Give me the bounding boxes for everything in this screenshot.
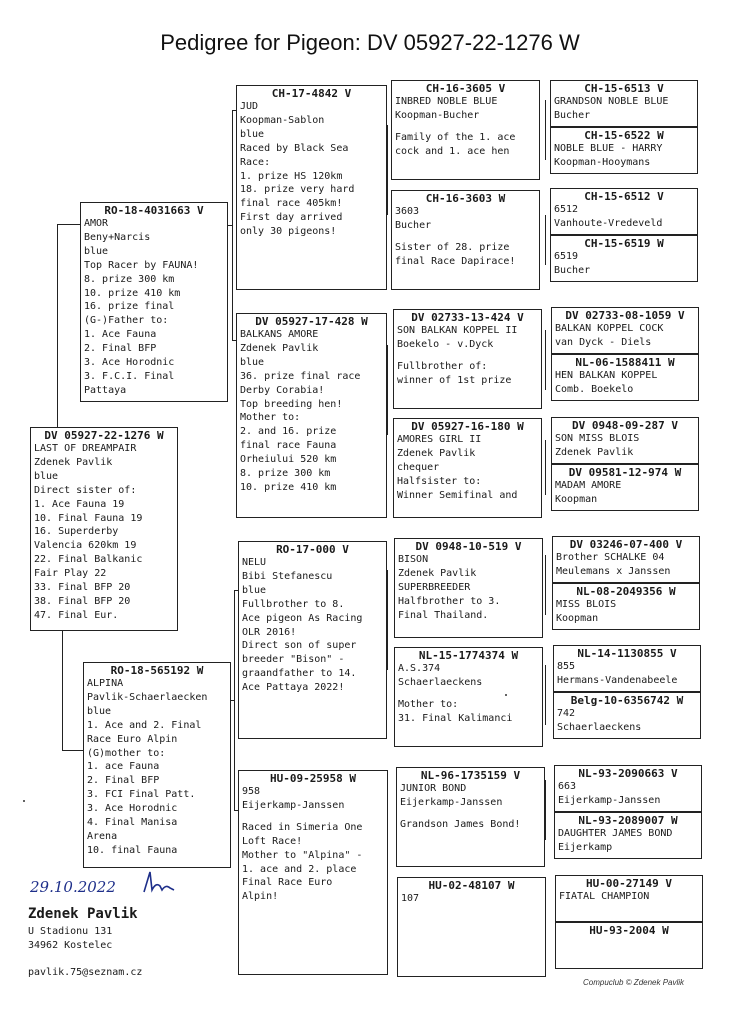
- pigeon-info-line: 107: [401, 893, 420, 904]
- pigeon-info-line: Meulemans x Janssen: [556, 565, 671, 577]
- pigeon-info-line: 3. F.C.I. Final: [84, 370, 175, 382]
- pigeon-info-line: 1. ace and 2. place: [242, 863, 357, 875]
- pigeon-info-line: Zdenek Pavlik: [397, 447, 476, 459]
- pigeon-info-line: 10. final Fauna: [87, 844, 178, 856]
- ring-number: CH-15-6513 V: [584, 82, 664, 95]
- owner-name: Zdenek Pavlik: [28, 906, 138, 922]
- pigeon-info-line: A.S.374: [398, 663, 441, 674]
- pedigree-box-g14: [554, 812, 702, 859]
- pedigree-box-sds: [393, 309, 542, 409]
- pigeon-info-line: Fullbrother to 8.: [242, 598, 345, 610]
- pigeon-info-line: [239, 813, 387, 821]
- pigeon-info-line: blue: [84, 245, 109, 257]
- pigeon-info-line: 3. FCI Final Patt.: [87, 789, 196, 801]
- ring-number: NL-06-1588411 W: [575, 356, 675, 369]
- pigeon-info-line: [392, 233, 539, 241]
- pedigree-box-dam: [83, 662, 231, 868]
- pigeon-info-line: JUNIOR BOND: [400, 783, 467, 794]
- pigeon-info-line: Orheiului 520 km: [240, 454, 337, 466]
- pigeon-info-line: Bucher: [395, 219, 432, 231]
- pigeon-info-line: Mother to:: [240, 412, 301, 424]
- pedigree-box-g5: [551, 307, 699, 354]
- ring-number: NL-96-1735159 V: [420, 769, 521, 782]
- pigeon-info-line: Bibi Stefanescu: [242, 570, 333, 582]
- signature-date: 29.10.2022: [30, 878, 116, 896]
- pedigree-box-sire: [80, 202, 228, 402]
- pedigree-box-g3: [550, 188, 698, 235]
- pigeon-info-line: Fair Play 22: [34, 568, 107, 580]
- ring-number: CH-17-4842 V: [271, 87, 352, 100]
- pigeon-info-line: [392, 123, 539, 131]
- pigeon-info-line: Koopman-Bucher: [395, 109, 480, 121]
- pigeon-info-line: 1. Ace and 2. Final: [87, 719, 202, 731]
- pigeon-info-line: Derby Corabia!: [240, 384, 325, 396]
- pigeon-info-line: Zdenek Pavlik: [398, 567, 477, 579]
- pigeon-info-line: 8. prize 300 km: [240, 468, 331, 480]
- pedigree-box-g6: [551, 354, 699, 401]
- pedigree-box-g7: [551, 417, 699, 464]
- pedigree-box-g13: [554, 765, 702, 812]
- ring-number: DV 0948-09-287 V: [572, 419, 678, 432]
- pigeon-info-line: Ace pigeon As Racing: [242, 612, 363, 624]
- ring-number: DV 03246-07-400 V: [569, 538, 683, 551]
- pigeon-info-line: Mother to:: [398, 698, 459, 710]
- ring-number: NL-93-2090663 V: [578, 767, 678, 780]
- pigeon-info-line: BALKANS AMORE: [240, 329, 319, 340]
- pedigree-box-g11: [553, 645, 701, 692]
- pedigree-box-ddd: [397, 877, 546, 977]
- pigeon-info-line: Pavlik-Schaerlaecken: [87, 691, 208, 703]
- pedigree-box-dds: [396, 767, 545, 867]
- pigeon-info-line: Alpin!: [242, 891, 279, 903]
- pigeon-info-line: 47. Final Eur.: [34, 609, 119, 621]
- pigeon-info-line: graandfather to 14.: [242, 668, 357, 680]
- pigeon-info-line: Grandson James Bond!: [400, 818, 521, 830]
- pigeon-info-line: LAST OF DREAMPAIR: [34, 443, 137, 454]
- pigeon-info-line: 1. prize HS 120km: [240, 170, 343, 182]
- pigeon-info-line: Pattaya: [84, 384, 127, 396]
- pigeon-info-line: 10. prize 410 km: [240, 481, 337, 493]
- pigeon-info-line: Final Race Euro: [242, 877, 333, 889]
- pigeon-info-line: MADAM AMORE: [555, 480, 622, 491]
- pigeon-info-line: BALKAN KOPPEL COCK: [555, 323, 664, 334]
- pigeon-info-line: blue: [242, 584, 267, 596]
- pigeon-info-line: Loft Race!: [242, 835, 303, 847]
- pigeon-info-line: Eijerkamp-Janssen: [400, 796, 503, 808]
- pigeon-info-line: Eijerkamp: [558, 841, 613, 853]
- pigeon-info-line: Top breeding hen!: [240, 398, 343, 410]
- pigeon-info-line: 38. Final BFP 20: [34, 595, 131, 607]
- ring-number: RO-18-4031663 V: [104, 204, 204, 217]
- pedigree-box-g4: [550, 235, 698, 282]
- footer-credit: Compuclub © Zdenek Pavlik: [583, 978, 685, 987]
- pigeon-info-line: Direct sister of:: [34, 484, 137, 496]
- ring-number: NL-93-2089007 W: [578, 814, 678, 827]
- pedigree-box-dss: [394, 538, 543, 638]
- ring-number: CH-16-3605 V: [425, 82, 506, 95]
- ring-number: HU-00-27149 V: [585, 877, 673, 890]
- owner-street: U Stadionu 131: [28, 926, 113, 937]
- pigeon-info-line: Final Thailand.: [398, 609, 489, 621]
- pedigree-box-g16: [555, 922, 703, 969]
- pedigree-box-g1: [550, 80, 698, 127]
- pigeon-info-line: Valencia 620km 19: [34, 540, 137, 552]
- pigeon-info-line: INBRED NOBLE BLUE: [395, 96, 498, 107]
- pigeon-info-line: chequer: [397, 461, 440, 473]
- pigeon-info-line: 31. Final Kalimanci: [398, 712, 513, 724]
- pigeon-info-line: 2. Final BFP: [87, 775, 160, 787]
- page-title: Pedigree for Pigeon: DV 05927-22-1276 W: [160, 30, 580, 55]
- pigeon-info-line: 10. prize 410 km: [84, 287, 181, 299]
- ring-number: DV 09581-12-974 W: [568, 466, 682, 479]
- pigeon-info-line: final race Fauna: [240, 440, 337, 452]
- pigeon-info-line: Schaerlaeckens: [557, 721, 642, 733]
- pedigree-box-ds: [238, 541, 387, 739]
- pigeon-info-line: Halfbrother to 3.: [398, 595, 501, 607]
- pigeon-info-line: Hermans-Vandenabeele: [557, 674, 678, 686]
- pigeon-info-line: Bucher: [554, 264, 591, 276]
- pigeon-info-line: Winner Semifinal and: [397, 489, 518, 501]
- pigeon-info-line: 1. Ace Fauna 19: [34, 498, 125, 510]
- pedigree-box-dsd: [394, 647, 543, 747]
- pigeon-info-line: JUD: [240, 101, 259, 112]
- pigeon-info-line: cock and 1. ace hen: [395, 145, 510, 157]
- pigeon-info-line: Sister of 28. prize: [395, 241, 510, 253]
- pigeon-info-line: Brother SCHALKE 04: [556, 552, 665, 563]
- pigeon-info-line: only 30 pigeons!: [240, 226, 337, 238]
- ring-number: CH-16-3603 W: [425, 192, 506, 205]
- pigeon-info-line: MISS BLOIS: [556, 599, 617, 610]
- pigeon-info-line: 22. Final Balkanic: [34, 554, 143, 566]
- owner-email: pavlik.75@seznam.cz: [28, 967, 143, 978]
- pigeon-info-line: blue: [240, 356, 265, 368]
- pigeon-info-line: Eijerkamp-Janssen: [242, 799, 345, 811]
- pigeon-info-line: 3603: [395, 206, 420, 217]
- pigeon-info-line: [397, 810, 544, 818]
- pedigree-box-g12: [553, 692, 701, 739]
- pigeon-info-line: blue: [240, 128, 265, 140]
- pigeon-info-line: Halfsister to:: [397, 475, 482, 487]
- pigeon-info-line: 10. Final Fauna 19: [34, 512, 143, 524]
- pigeon-info-line: 36. prize final race: [240, 370, 361, 382]
- pigeon-info-line: AMORES GIRL II: [397, 434, 482, 445]
- pigeon-info-line: Raced in Simeria One: [242, 821, 363, 833]
- pigeon-info-line: 3. Ace Horodnic: [84, 357, 175, 369]
- pigeon-info-line: 742: [557, 708, 576, 719]
- owner-city: 34962 Kostelec: [28, 940, 113, 951]
- pigeon-info-line: 2. Final BFP: [84, 343, 157, 355]
- ring-number: DV 05927-16-180 W: [411, 420, 524, 433]
- ring-number: CH-15-6522 W: [584, 129, 664, 142]
- pigeon-info-line: 663: [558, 781, 577, 792]
- pigeon-info-line: SON BALKAN KOPPEL II: [397, 325, 518, 336]
- pigeon-info-line: Vanhoute-Vredeveld: [554, 217, 663, 229]
- pigeon-info-line: Race:: [240, 156, 271, 168]
- pigeon-info-line: OLR 2016!: [242, 626, 297, 638]
- pedigree-box-g2: [550, 127, 698, 174]
- pigeon-info-line: 33. Final BFP 20: [34, 582, 131, 594]
- ring-number: HU-93-2004 W: [589, 924, 669, 937]
- ring-number: CH-15-6519 W: [584, 237, 664, 250]
- pigeon-info-line: Family of the 1. ace: [395, 131, 516, 143]
- pedigree-box-sd: [236, 313, 387, 518]
- pigeon-info-line: 8. prize 300 km: [84, 273, 175, 285]
- pigeon-info-line: [395, 690, 542, 698]
- ring-number: RO-18-565192 W: [110, 664, 204, 677]
- pigeon-info-line: Zdenek Pavlik: [240, 342, 319, 354]
- pigeon-info-line: Direct son of super: [242, 640, 357, 652]
- pigeon-info-line: AMOR: [84, 218, 109, 229]
- pigeon-info-line: Eijerkamp-Janssen: [558, 794, 661, 806]
- pigeon-info-line: blue: [87, 705, 112, 717]
- pigeon-info-line: Zdenek Pavlik: [555, 446, 634, 458]
- pigeon-info-line: 18. prize very hard: [240, 184, 355, 196]
- pigeon-info-line: Koopman-Sablon: [240, 114, 325, 126]
- pigeon-info-line: 2. and 16. prize: [240, 426, 337, 438]
- pigeon-info-line: 855: [557, 661, 576, 672]
- pigeon-info-line: Top Racer by FAUNA!: [84, 259, 199, 271]
- pigeon-info-line: NELU: [242, 557, 267, 568]
- pigeon-info-line: Comb. Boekelo: [555, 383, 634, 395]
- pigeon-info-line: breeder "Bison" -: [242, 654, 345, 666]
- pigeon-info-line: 1. ace Fauna: [87, 761, 160, 773]
- pigeon-info-line: (G)mother to:: [87, 747, 166, 759]
- pigeon-info-line: 6519: [554, 251, 579, 262]
- ring-number: DV 02733-08-1059 V: [565, 309, 685, 322]
- ring-number: DV 02733-13-424 V: [411, 311, 524, 324]
- pigeon-info-line: 1. Ace Fauna: [84, 329, 157, 341]
- signature-mark: [140, 868, 180, 896]
- pigeon-info-line: Beny+Narcis: [84, 231, 151, 243]
- pigeon-info-line: Bucher: [554, 109, 591, 121]
- pigeon-info-line: 6512: [554, 204, 579, 215]
- pigeon-info-line: 4. Final Manisa: [87, 817, 178, 829]
- pigeon-info-line: Race Euro Alpin: [87, 733, 178, 745]
- pigeon-info-line: final Race Dapirace!: [395, 255, 516, 267]
- pigeon-info-line: 958: [242, 786, 261, 797]
- ring-number: HU-02-48107 W: [428, 879, 515, 892]
- pigeon-info-line: HEN BALKAN KOPPEL: [555, 370, 658, 381]
- pedigree-box-dd: [238, 770, 388, 975]
- pigeon-info-line: ALPINA: [87, 678, 124, 689]
- pigeon-info-line: 16. prize final: [84, 301, 175, 313]
- pigeon-info-line: Fullbrother of:: [397, 360, 488, 372]
- pigeon-info-line: NOBLE BLUE - HARRY: [554, 143, 663, 154]
- pigeon-info-line: SON MISS BLOIS: [555, 433, 640, 444]
- pigeon-info-line: DAUGHTER JAMES BOND: [558, 828, 673, 839]
- ring-number: DV 0948-10-519 V: [415, 540, 522, 553]
- pigeon-info-line: Koopman: [555, 493, 598, 505]
- pedigree-box-g8: [551, 464, 699, 511]
- pigeon-info-line: Zdenek Pavlik: [34, 456, 113, 468]
- pigeon-info-line: First day arrived: [240, 212, 343, 224]
- pigeon-info-line: Schaerlaeckens: [398, 676, 483, 688]
- pigeon-info-line: FIATAL CHAMPION: [559, 891, 650, 902]
- pigeon-info-line: Arena: [87, 830, 118, 842]
- pigeon-info-line: Koopman-Hooymans: [554, 156, 651, 168]
- pedigree-box-g9: [552, 536, 700, 583]
- ring-number: HU-09-25958 W: [269, 772, 357, 785]
- ring-number: DV 05927-17-428 W: [255, 315, 368, 328]
- pigeon-info-line: SUPERBREEDER: [398, 581, 471, 593]
- pedigree-box-ss: [236, 85, 387, 290]
- pigeon-info-line: 16. Superderby: [34, 526, 119, 538]
- pigeon-info-line: Ace Pattaya 2022!: [242, 682, 345, 694]
- pigeon-info-line: 3. Ace Horodnic: [87, 803, 178, 815]
- pigeon-info-line: Mother to "Alpina" -: [242, 849, 363, 861]
- pedigree-box-subject: [30, 427, 178, 631]
- ring-number: RO-17-000 V: [276, 543, 349, 556]
- pigeon-info-line: van Dyck - Diels: [555, 336, 652, 348]
- pedigree-box-g15: [555, 875, 703, 922]
- pigeon-info-line: blue: [34, 470, 59, 482]
- ring-number: CH-15-6512 V: [584, 190, 664, 203]
- pigeon-info-line: Boekelo - v.Dyck: [397, 338, 494, 350]
- pigeon-info-line: BISON: [398, 554, 429, 565]
- ring-number: NL-08-2049356 W: [576, 585, 676, 598]
- pigeon-info-line: (G-)Father to:: [84, 315, 169, 327]
- pigeon-info-line: Koopman: [556, 612, 599, 624]
- pigeon-info-line: final race 405km!: [240, 198, 343, 210]
- pigeon-info-line: winner of 1st prize: [397, 374, 512, 386]
- pedigree-box-sdd: [393, 418, 542, 518]
- pedigree-box-ssd: [391, 190, 540, 290]
- ring-number: NL-15-1774374 W: [418, 649, 519, 662]
- pigeon-info-line: GRANDSON NOBLE BLUE: [554, 96, 669, 107]
- pigeon-info-line: [394, 352, 541, 360]
- pedigree-box-g10: [552, 583, 700, 630]
- pedigree-box-sss: [391, 80, 540, 180]
- ring-number: DV 05927-22-1276 W: [44, 429, 164, 442]
- pigeon-info-line: Raced by Black Sea: [240, 142, 349, 154]
- ring-number: Belg-10-6356742 W: [570, 694, 684, 707]
- ring-number: NL-14-1130855 V: [577, 647, 677, 660]
